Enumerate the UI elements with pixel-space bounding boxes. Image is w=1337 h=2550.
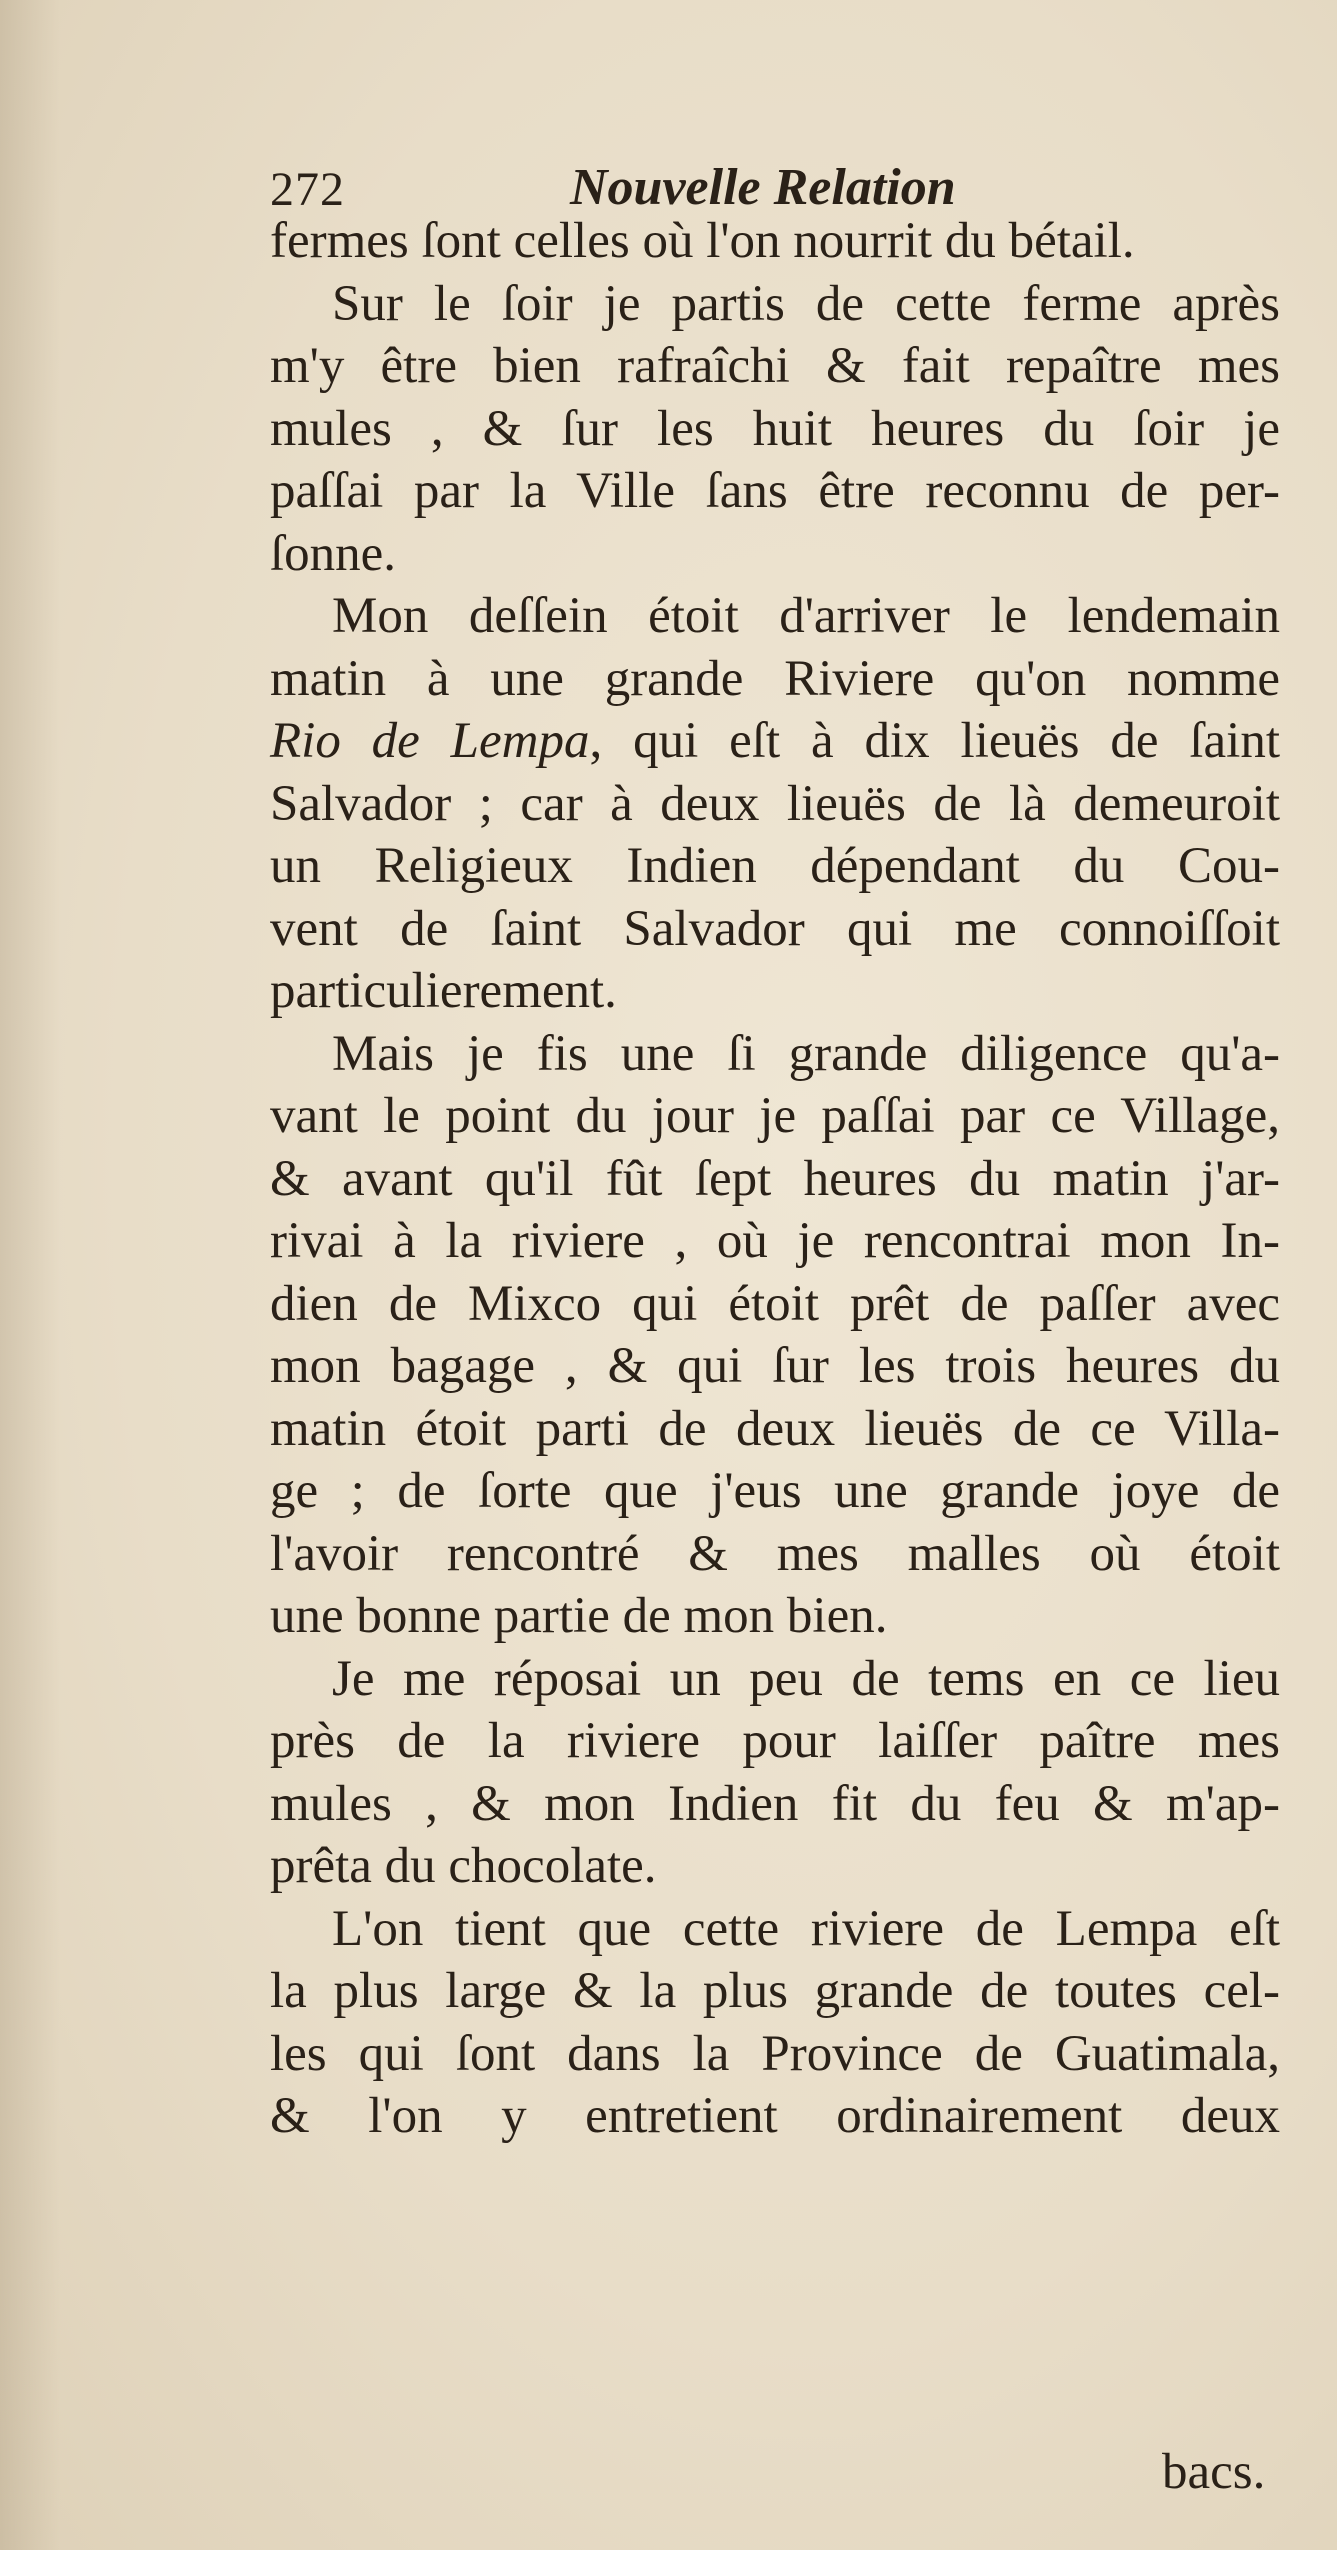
text-line: mules , & mon Indien fit du feu & m'ap- [270, 1775, 1280, 1832]
text-line: matin étoit parti de deux lieuës de ce Villa- [270, 1400, 1280, 1457]
text-line: mules , & ſur les huit heures du ſoir je [270, 400, 1280, 457]
running-title: Nouvelle Relation [570, 159, 956, 216]
text-line: vant le point du jour je paſſai par ce Village, [270, 1088, 1280, 1144]
text-segment: , qui eſt à dix lieuës de ſaint [589, 713, 1280, 769]
catchword: bacs. [1162, 2444, 1266, 2500]
text-line: ge ; de ſorte que j'eus une grande joye de [270, 1463, 1280, 1519]
text-line: particulierement. [270, 963, 617, 1019]
text-line: & avant qu'il fût ſept heures du matin j'ar- [270, 1150, 1280, 1207]
text-line: Mon deſſein étoit d'arriver le lendemain [332, 588, 1280, 644]
text-line: rivai à la riviere , où je rencontrai mon In- [270, 1213, 1280, 1269]
text-line: les qui ſont dans la Province de Guatimala, [270, 2025, 1280, 2082]
text-line: ſonne. [270, 525, 397, 582]
text-line: prêta du chocolate. [270, 1838, 657, 1894]
text-line: dien de Mixco qui étoit prêt de paſſer avec [270, 1275, 1280, 1332]
text-line: un Religieux Indien dépendant du Cou- [270, 838, 1280, 894]
italic-place-name: Rio de Lempa [270, 713, 590, 769]
text-line: l'avoir rencontré & mes malles où étoit [270, 1525, 1280, 1582]
page-number: 272 [270, 163, 345, 216]
text-line: près de la riviere pour laiſſer paître mes [270, 1713, 1280, 1769]
text-line: m'y être bien rafraîchi & fait repaître mes [270, 338, 1280, 394]
text-line: la plus large & la plus grande de toutes cel- [270, 1963, 1280, 2019]
text-line: & l'on y entretient ordinairement deux [270, 2088, 1280, 2144]
text-line: Sur le ſoir je partis de cette ferme après [332, 275, 1280, 332]
text-line: une bonne partie de mon bien. [270, 1588, 888, 1644]
text-line: fermes ſont celles où l'on nourrit du bétail. [270, 213, 1135, 269]
text-line: Mais je fis une ſi grande diligence qu'a- [332, 1025, 1280, 1082]
text-line: paſſai par la Ville ſans être reconnu de per- [270, 463, 1280, 519]
body-text [270, 210, 1280, 2148]
text-line: matin à une grande Riviere qu'on nomme [270, 650, 1280, 707]
text-line: Je me réposai un peu de tems en ce lieu [332, 1650, 1280, 1707]
text-line: mon bagage , & qui ſur les trois heures du [270, 1338, 1280, 1394]
gutter-shadow [0, 0, 60, 2550]
text-line: Salvador ; car à deux lieuës de là demeuroit [270, 775, 1280, 832]
text-line: L'on tient que cette riviere de Lempa eſt [332, 1900, 1280, 1957]
text-line [270, 710, 1280, 773]
text-line: vent de ſaint Salvador qui me connoiſſoit [270, 900, 1280, 957]
